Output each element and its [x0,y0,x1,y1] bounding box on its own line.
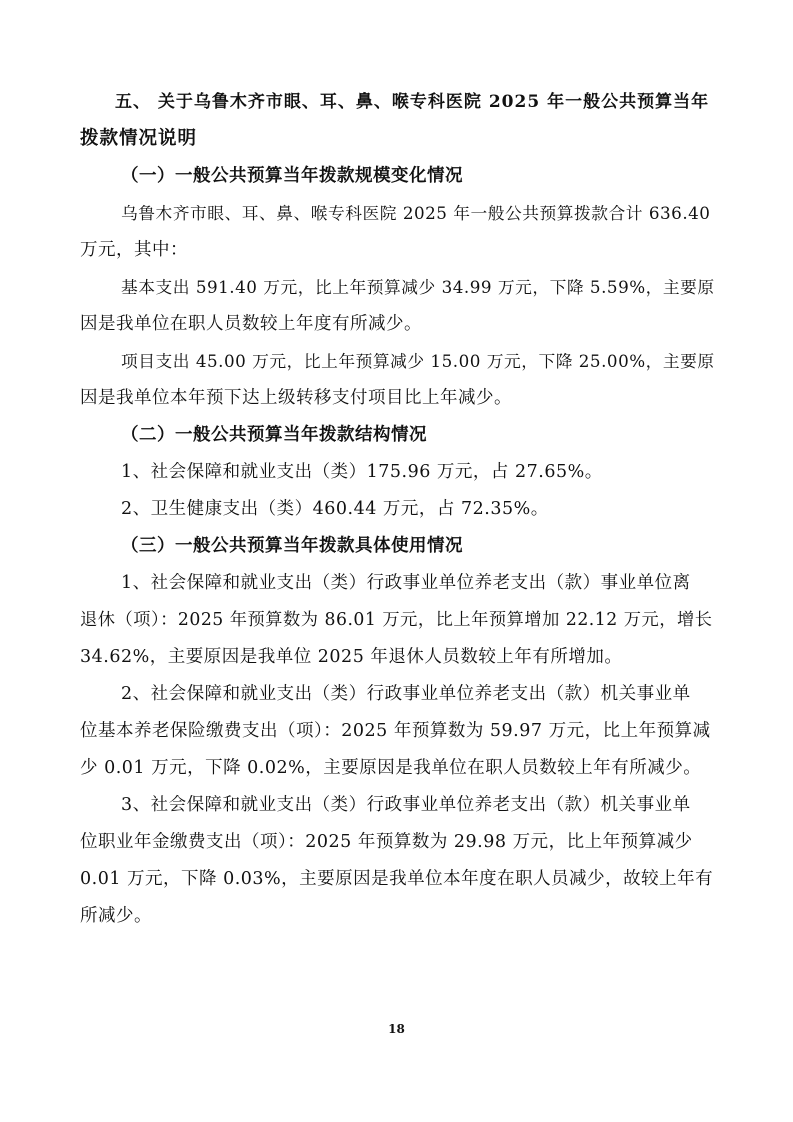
usage-item-1-line3: 34.62%，主要原因是我单位 2025 年退休人员数较上年有所增加。 [80,647,623,667]
paragraph-basic-line2: 因是我单位在职人员数较上年度有所减少。 [80,314,422,334]
structure-item-1: 1、社会保障和就业支出（类）175.96 万元，占 27.65%。 [121,462,603,482]
subsection-3-heading: （三）一般公共预算当年拨款具体使用情况 [121,536,463,556]
paragraph-total-line2: 万元，其中： [80,240,188,260]
usage-item-2-line3: 少 0.01 万元，下降 0.02%，主要原因是我单位在职人员数较上年有所减少。 [80,758,702,778]
subsection-2-heading: （二）一般公共预算当年拨款结构情况 [121,425,427,445]
usage-item-3-line2: 位职业年金缴费支出（项）：2025 年预算数为 29.98 万元，比上年预算减少 [80,832,693,852]
structure-item-2: 2、卫生健康支出（类）460.44 万元，占 72.35%。 [121,499,549,519]
page-number: 18 [388,1022,405,1036]
usage-item-1-line2: 退休（项）：2025 年预算数为 86.01 万元，比上年预算增加 22.12 万元，增长 [80,610,713,630]
usage-item-2-line2: 位基本养老保险缴费支出（项）：2025 年预算数为 59.97 万元，比上年预算减 [80,721,711,741]
paragraph-project-line2: 因是我单位本年预下达上级转移支付项目比上年减少。 [80,388,512,408]
paragraph-project-line1: 项目支出 45.00 万元，比上年预算减少 15.00 万元，下降 25.00%，主要原 [121,351,715,371]
usage-item-1-line1: 1、社会保障和就业支出（类）行政事业单位养老支出（款）事业单位离 [121,573,691,593]
section-title-line2: 拨款情况说明 [80,128,198,149]
paragraph-total-line1: 乌鲁木齐市眼、耳、鼻、喉专科医院 2025 年一般公共预算拨款合计 636.40 [121,203,711,223]
usage-item-3-line3: 0.01 万元，下降 0.03%，主要原因是我单位本年度在职人员减少，故较上年有 [80,869,714,889]
section-title-line1: 五、 关于乌鲁木齐市眼、耳、鼻、喉专科医院 2025 年一般公共预算当年 [115,92,710,112]
subsection-1-heading: （一）一般公共预算当年拨款规模变化情况 [121,166,463,186]
usage-item-3-line4: 所减少。 [80,906,152,926]
paragraph-basic-line1: 基本支出 591.40 万元，比上年预算减少 34.99 万元，下降 5.59%，主要原 [121,277,715,297]
usage-item-3-line1: 3、社会保障和就业支出（类）行政事业单位养老支出（款）机关事业单 [121,795,691,815]
usage-item-2-line1: 2、社会保障和就业支出（类）行政事业单位养老支出（款）机关事业单 [121,684,691,704]
